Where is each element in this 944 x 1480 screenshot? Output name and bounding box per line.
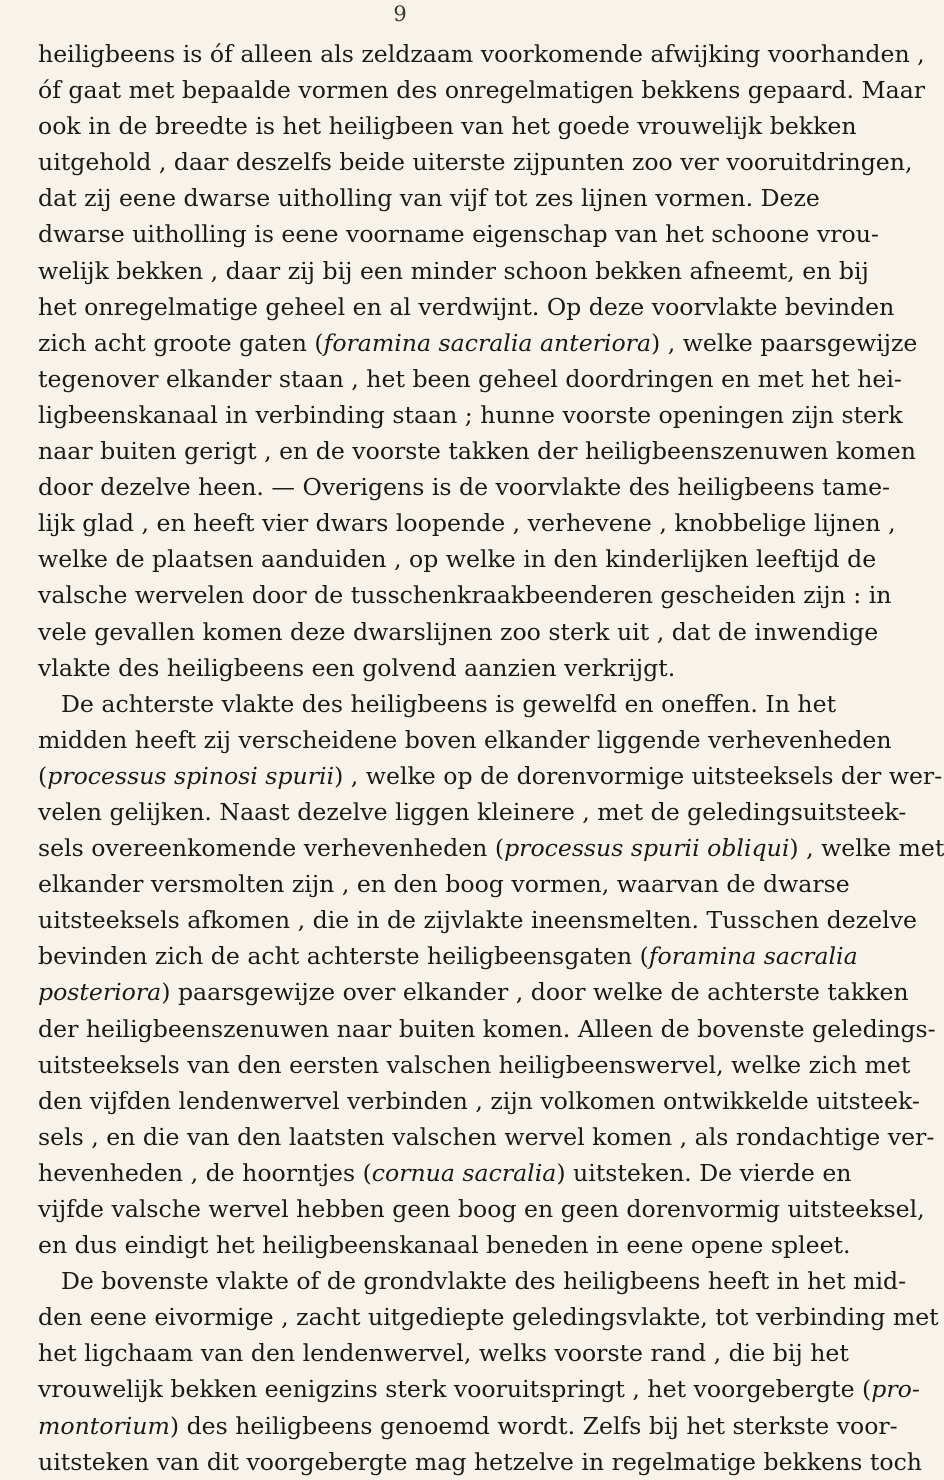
text-run: uitsteeksels afkomen , die in de zijvlakte ineensmelten. Tusschen dezelve — [38, 906, 917, 935]
text-run: ligbeenskanaal in verbinding staan ; hunne voorste openingen zijn sterk — [38, 400, 903, 429]
text-line — [38, 253, 869, 289]
text-line — [38, 325, 918, 361]
latin-term: montorium — [38, 1411, 170, 1440]
text-run: dat zij eene dwarse uitholling van vijf tot zes lijnen vormen. Deze — [38, 184, 820, 213]
text-run: zich acht groote gaten ( — [38, 328, 324, 357]
text-line — [38, 1011, 936, 1047]
text-line — [38, 686, 837, 722]
text-line — [38, 397, 903, 433]
text-line — [38, 1371, 920, 1407]
text-run: sels , en die van den laatsten valschen wervel komen , als rondachtige ver- — [38, 1122, 935, 1151]
latin-term: posteriora — [38, 978, 162, 1007]
text-run: sels overeenkomende verhevenheden ( — [38, 834, 505, 863]
text-run: vele gevallen komen deze dwarslijnen zoo sterk uit , dat de inwendige — [38, 617, 879, 646]
text-line — [38, 505, 896, 541]
text-run: het onregelmatige geheel en al verdwijnt. Op deze voorvlakte bevinden — [38, 292, 895, 321]
text-line — [38, 36, 925, 72]
text-run: ( — [38, 761, 48, 790]
text-run: ) , welke op de dorenvormige uitsteeksels der wer- — [334, 761, 943, 790]
text-line — [38, 180, 820, 216]
text-line — [38, 361, 902, 397]
latin-term: processus spinosi spurii — [47, 761, 335, 790]
text-run: vrouwelijk bekken eenigzins sterk vooruitspringt , het voorgebergte ( — [38, 1375, 872, 1404]
text-line — [38, 1408, 898, 1444]
text-run: den vijfden lendenwervel verbinden , zijn volkomen ontwikkelde uitsteek- — [38, 1086, 920, 1115]
text-line — [38, 577, 892, 613]
page-number: 9 — [393, 2, 407, 26]
text-line — [38, 830, 944, 866]
latin-term: cornua sacralia — [371, 1158, 557, 1187]
text-run: ) , welke met — [789, 834, 944, 863]
text-line — [38, 938, 858, 974]
text-line — [38, 144, 913, 180]
text-run: midden heeft zij verscheidene boven elkander liggende verhevenheden — [38, 725, 892, 754]
text-line — [38, 1119, 935, 1155]
text-run: tegenover elkander staan , het been geheel doordringen en met het hei- — [38, 364, 902, 393]
latin-term: foramina sacralia anteriora — [323, 328, 652, 357]
text-line — [38, 866, 850, 902]
text-run: valsche wervelen door de tusschenkraakbeenderen gescheiden zijn : in — [38, 581, 892, 610]
text-run: welijk bekken , daar zij bij een minder schoon bekken afneemt, en bij — [38, 256, 869, 285]
text-line — [38, 469, 891, 505]
text-run: bevinden zich de acht achterste heiligbeensgaten ( — [38, 942, 649, 971]
text-run: velen gelijken. Naast dezelve liggen kleinere , met de geledingsuitsteek- — [38, 797, 907, 826]
text-line — [38, 216, 879, 252]
text-run: dwarse uitholling is eene voorname eigenschap van het schoone vrou- — [38, 220, 879, 249]
text-run: hevenheden , de hoorntjes ( — [38, 1158, 372, 1187]
text-run: elkander versmolten zijn , en den boog vormen, waarvan de dwarse — [38, 870, 850, 899]
latin-term: pro- — [871, 1375, 920, 1404]
text-run: en dus eindigt het heiligbeenskanaal beneden in eene opene spleet. — [38, 1231, 851, 1260]
text-run: ) uitsteken. De vierde en — [556, 1158, 852, 1187]
text-run: naar buiten gerigt , en de voorste takken der heiligbeenszenuwen komen — [38, 437, 916, 466]
text-run: der heiligbeenszenuwen naar buiten komen. Alleen de bovenste geledings- — [38, 1014, 936, 1043]
text-run: De achterste vlakte des heiligbeens is gewelfd en oneffen. In het — [61, 689, 837, 718]
text-line — [38, 1227, 851, 1263]
text-run: uitsteken van dit voorgebergte mag hetzelve in regelmatige bekkens toch — [38, 1447, 922, 1476]
text-line — [38, 541, 877, 577]
text-line — [38, 1299, 939, 1335]
text-run: ) des heiligbeens genoemd wordt. Zelfs bij het sterkste voor- — [169, 1411, 898, 1440]
text-run: vijfde valsche wervel hebben geen boog en geen dorenvormig uitsteeksel, — [38, 1195, 925, 1223]
text-run: lijk glad , en heeft vier dwars loopende , verhevene , knobbelige lijnen , — [38, 509, 896, 538]
text-line — [38, 1047, 911, 1083]
text-run: uitsteeksels van den eersten valschen heiligbeenswervel, welke zich met — [38, 1050, 911, 1079]
text-line — [38, 1191, 925, 1227]
latin-term: foramina sacralia — [648, 942, 858, 971]
text-line — [38, 72, 926, 108]
text-run: ook in de breedte is het heiligbeen van het goede vrouwelijk bekken — [38, 112, 857, 141]
text-run: ) paarsgewijze over elkander , door welke de achterste takken — [161, 978, 909, 1007]
text-line — [38, 974, 909, 1010]
latin-term: processus spurii obliqui — [504, 834, 790, 863]
text-run: vlakte des heiligbeens een golvend aanzien verkrijgt. — [38, 653, 676, 682]
text-run: De bovenste vlakte of de grondvlakte des heiligbeens heeft in het mid- — [61, 1267, 907, 1296]
text-line — [38, 433, 916, 469]
text-line — [38, 650, 752, 686]
text-run: het ligchaam van den lendenwervel, welks voorste rand , die bij het — [38, 1339, 849, 1368]
text-line — [38, 902, 917, 938]
text-line — [38, 794, 907, 830]
text-line — [38, 614, 879, 650]
text-line — [38, 108, 857, 144]
text-line — [38, 289, 895, 325]
text-line — [38, 758, 943, 794]
text-run: heiligbeens is óf alleen als zeldzaam voorkomende afwijking voorhanden , — [38, 40, 925, 68]
body-text — [38, 36, 944, 1480]
text-run: ) , welke paarsgewijze — [651, 328, 918, 357]
text-line — [38, 722, 892, 758]
text-run: óf gaat met bepaalde vormen des onregelmatigen bekkens gepaard. Maar — [38, 76, 926, 105]
text-run: uitgehold , daar deszelfs beide uiterste zijpunten zoo ver vooruitdringen, — [38, 148, 913, 177]
text-run: den eene eivormige , zacht uitgediepte geledingsvlakte, tot verbinding met — [38, 1303, 939, 1332]
text-line — [38, 1155, 852, 1191]
text-line — [38, 1335, 849, 1371]
text-run: door dezelve heen. — Overigens is de voorvlakte des heiligbeens tame- — [38, 473, 891, 502]
text-run: welke de plaatsen aanduiden , op welke in den kinderlijken leeftijd de — [38, 545, 877, 574]
text-line — [38, 1263, 907, 1299]
text-line — [38, 1444, 922, 1480]
text-line — [38, 1083, 920, 1119]
